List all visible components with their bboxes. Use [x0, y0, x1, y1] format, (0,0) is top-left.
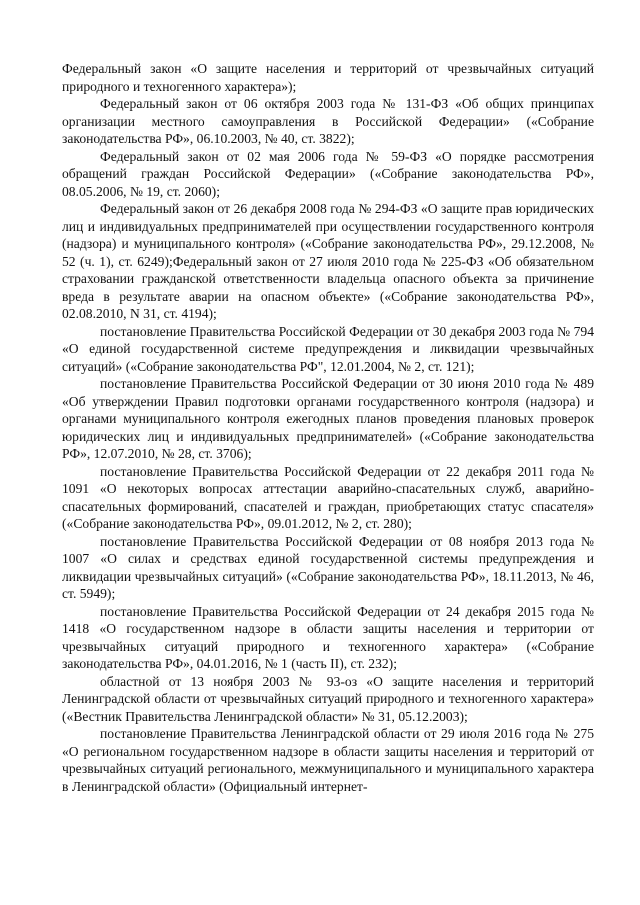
paragraph-9: постановление Правительства Российской Федерации от 24 декабря 2015 года № 1418 «О государственном надзоре в области защиты населения и территории от чрезвычайных ситуаций природного и техногенного характера» («Собрание законодательства РФ», 04.01.2016, № 1 (часть II), ст. 232);	[62, 603, 594, 671]
paragraph-1: Федеральный закон «О защите населения и территорий от чрезвычайных ситуаций природного и техногенного характера»);	[62, 61, 594, 94]
paragraph-8: постановление Правительства Российской Федерации от 08 ноября 2013 года № 1007 «О силах и средствах единой государственной системы предупреждения и ликвидации чрезвычайных ситуаций» («Собрание законодательства РФ», 18.11.2013, № 46, ст. 5949);	[62, 533, 594, 601]
paragraph-2: Федеральный закон от 06 октября 2003 года № 131-ФЗ «Об общих принципах организации местного самоуправления в Российской Федерации» («Собрание законодательства РФ», 06.10.2003, № 40, ст. 3822);	[62, 96, 594, 146]
paragraph-11: постановление Правительства Ленинградской области от 29 июля 2016 года № 275 «О региональном государственном надзоре в области защиты населения и территорий от чрезвычайных ситуаций регионального, межмуниципального и муниципального характера в Ленинградской области» (Официальный интернет-	[62, 726, 594, 794]
paragraph-4: Федеральный закон от 26 декабря 2008 года № 294-ФЗ «О защите прав юридических лиц и индивидуальных предпринимателей при осуществлении государственного контроля (надзора) и муниципального контроля» («Собрание законодательства РФ», 29.12.2008, № 52 (ч. 1), ст. 6249);Федеральный закон от 27 июля 2010 года № 225-ФЗ «Об обязательном страховании гражданской ответственности владельца опасного объекта за причинение вреда в результате аварии на опасном объекте» («Собрание законодательства РФ», 02.08.2010, N 31, ст. 4194);	[62, 201, 594, 321]
paragraph-7: постановление Правительства Российской Федерации от 22 декабря 2011 года № 1091 «О некоторых вопросах аттестации аварийно-спасательных служб, аварийно-спасательных формирований, спасателей и граждан, приобретающих статус спасателя» («Собрание законодательства РФ», 09.01.2012, № 2, ст. 280);	[62, 463, 594, 531]
document-page	[62, 60, 594, 795]
paragraph-6: постановление Правительства Российской Федерации от 30 июня 2010 года № 489 «Об утверждении Правил подготовки органами государственного контроля (надзора) и органами муниципального контроля ежегодных планов проведения плановых проверок юридических лиц и индивидуальных предпринимателей» («Собрание законодательства РФ», 12.07.2010, № 28, ст. 3706);	[62, 376, 594, 461]
paragraph-3: Федеральный закон от 02 мая 2006 года № 59-ФЗ «О порядке рассмотрения обращений граждан Российской Федерации» («Собрание законодательства РФ», 08.05.2006, № 19, ст. 2060);	[62, 148, 594, 199]
paragraph-5: постановление Правительства Российской Федерации от 30 декабря 2003 года № 794 «О единой государственной системе предупреждения и ликвидации чрезвычайных ситуаций» («Собрание законодательства РФ", 12.01.2004, № 2, ст. 121);	[62, 323, 594, 374]
paragraph-10: областной от 13 ноября 2003 № 93-оз «О защите населения и территорий Ленинградской области от чрезвычайных ситуаций природного и техногенного характера» («Вестник Правительства Ленинградской области» № 31, 05.12.2003);	[62, 673, 594, 724]
